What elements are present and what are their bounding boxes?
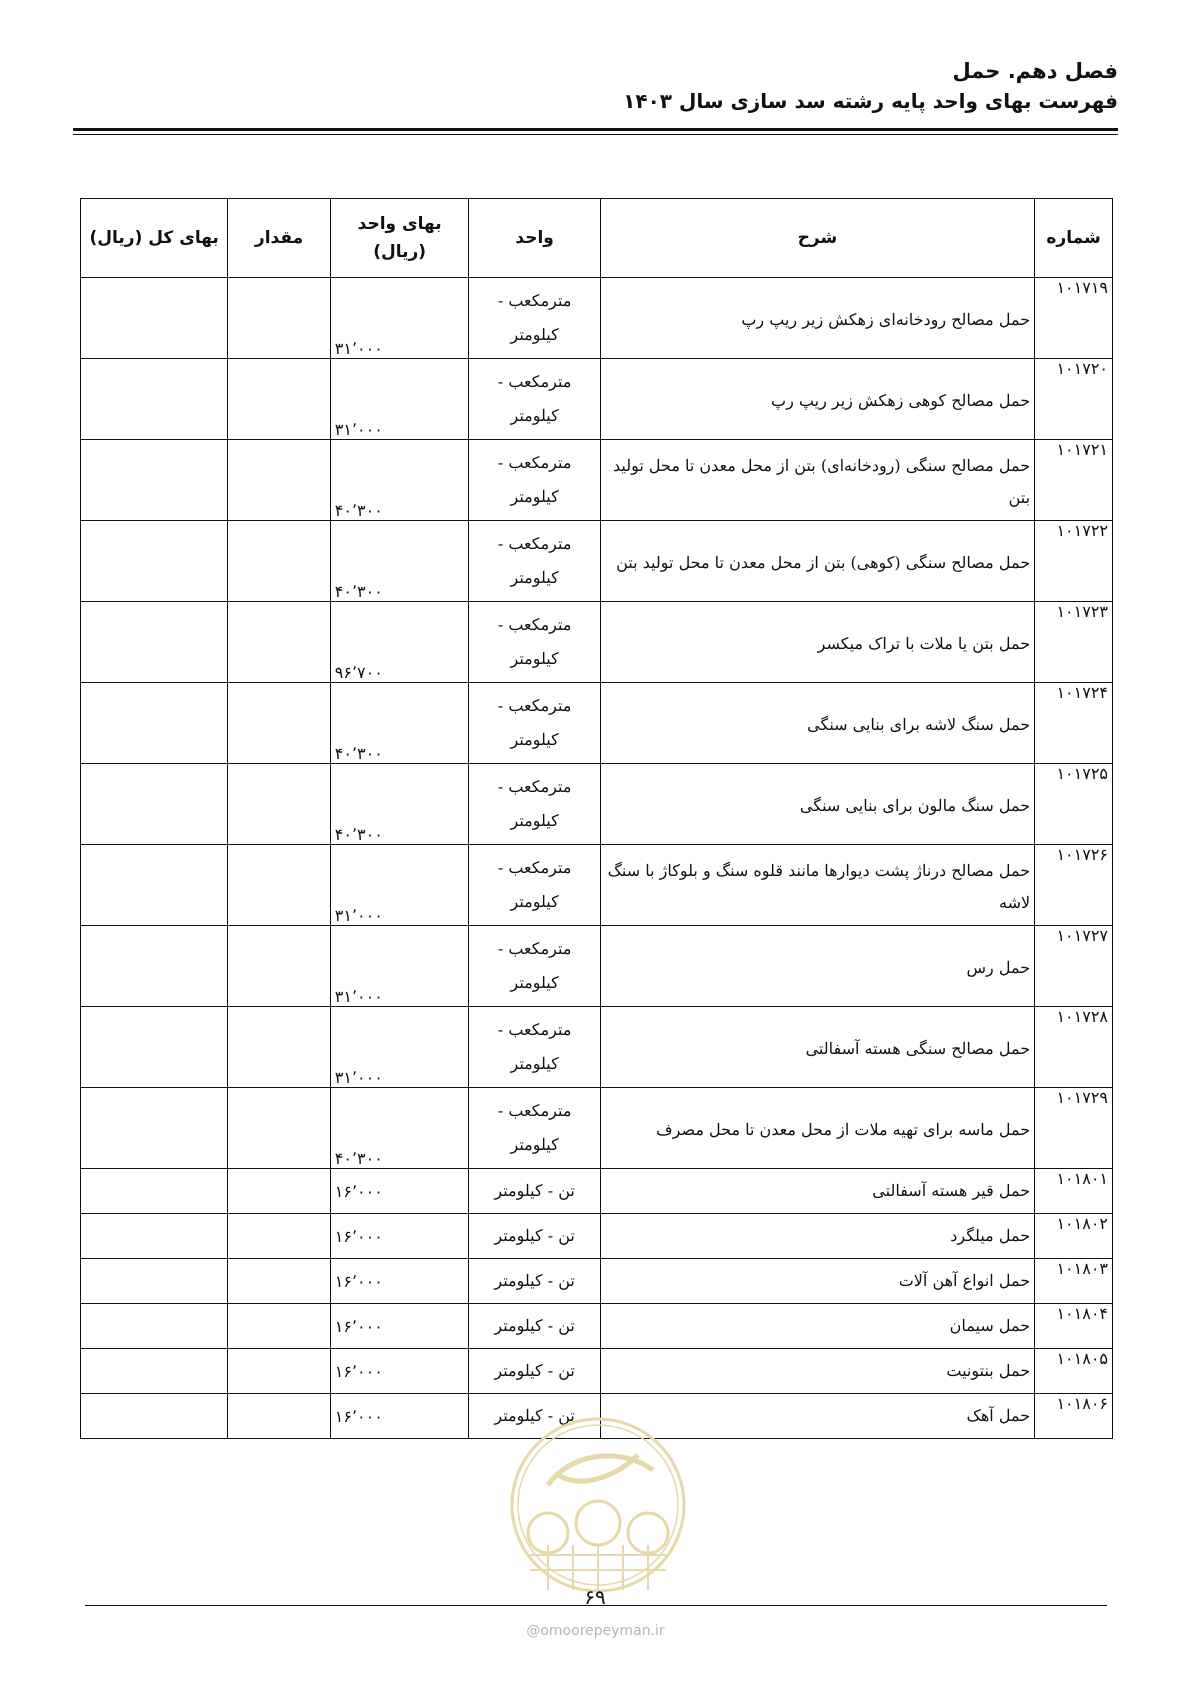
- row-unit-price: ۱۶٬۰۰۰: [330, 1259, 469, 1304]
- row-total: [81, 845, 228, 926]
- row-unit-line2: کیلومتر: [510, 325, 559, 344]
- header-code: شماره: [1035, 199, 1113, 278]
- row-unit-line2: کیلومتر: [510, 568, 559, 587]
- row-code: ۱۰۱۷۲۴: [1035, 683, 1113, 764]
- table-row: [81, 1088, 1113, 1169]
- header-quantity: مقدار: [228, 199, 330, 278]
- row-description: حمل انواع آهن آلات: [600, 1259, 1034, 1304]
- row-unit-line1: مترمکعب -: [497, 1020, 572, 1039]
- row-unit: [469, 278, 600, 359]
- chapter-title: فصل دهم. حمل: [952, 59, 1118, 83]
- row-unit: [469, 845, 600, 926]
- row-description: حمل مصالح کوهی زهکش زیر ریپ رپ: [600, 359, 1034, 440]
- row-unit: [469, 521, 600, 602]
- header-total-price: بهای کل (ریال): [81, 199, 228, 278]
- table-row: [81, 1349, 1113, 1394]
- row-code: ۱۰۱۷۲۲: [1035, 521, 1113, 602]
- row-total: [81, 602, 228, 683]
- table-row: [81, 1214, 1113, 1259]
- row-unit-line2: کیلومتر: [510, 892, 559, 911]
- row-description: حمل آهک: [600, 1394, 1034, 1439]
- row-unit-price: ۱۶٬۰۰۰: [330, 1169, 469, 1214]
- row-unit-line2: کیلومتر: [510, 406, 559, 425]
- row-unit-price: ۹۶٬۷۰۰: [330, 602, 469, 683]
- row-description: حمل سیمان: [600, 1304, 1034, 1349]
- row-total: [81, 1088, 228, 1169]
- row-description: حمل بنتونیت: [600, 1349, 1034, 1394]
- page-number: ۶۹: [584, 1585, 606, 1609]
- row-unit: تن - کیلومتر: [469, 1169, 600, 1214]
- row-quantity: [228, 764, 330, 845]
- table-row: [81, 1304, 1113, 1349]
- row-unit: [469, 683, 600, 764]
- row-unit-line2: کیلومتر: [510, 1054, 559, 1073]
- row-unit: تن - کیلومتر: [469, 1259, 600, 1304]
- page-header: [623, 56, 1118, 116]
- table-row: [81, 1007, 1113, 1088]
- row-total: [81, 1259, 228, 1304]
- row-unit: تن - کیلومتر: [469, 1214, 600, 1259]
- row-code: ۱۰۱۸۰۲: [1035, 1214, 1113, 1259]
- row-unit-line2: کیلومتر: [510, 649, 559, 668]
- header-rule-thick: [73, 128, 1118, 131]
- row-description: حمل سنگ لاشه برای بنایی سنگی: [600, 683, 1034, 764]
- row-total: [81, 1304, 228, 1349]
- row-unit: تن - کیلومتر: [469, 1349, 600, 1394]
- row-unit-line1: مترمکعب -: [497, 615, 572, 634]
- row-quantity: [228, 278, 330, 359]
- row-unit-line2: کیلومتر: [510, 811, 559, 830]
- row-total: [81, 1214, 228, 1259]
- row-unit-price: ۴۰٬۳۰۰: [330, 521, 469, 602]
- website-watermark: @omoorepeyman.ir: [526, 1623, 665, 1639]
- row-unit-price: ۱۶٬۰۰۰: [330, 1214, 469, 1259]
- header-rule-thin: [73, 134, 1118, 135]
- table-header-row: [81, 199, 1113, 278]
- row-total: [81, 1169, 228, 1214]
- row-total: [81, 764, 228, 845]
- header-unit-price: [330, 199, 469, 278]
- row-unit-line1: مترمکعب -: [497, 777, 572, 796]
- row-description: حمل بتن یا ملات با تراک میکسر: [600, 602, 1034, 683]
- row-quantity: [228, 521, 330, 602]
- row-unit-line1: مترمکعب -: [497, 696, 572, 715]
- row-description: حمل مصالح سنگی هسته آسفالتی: [600, 1007, 1034, 1088]
- row-unit-line1: مترمکعب -: [497, 372, 572, 391]
- row-unit-line1: مترمکعب -: [497, 939, 572, 958]
- row-quantity: [228, 1349, 330, 1394]
- row-code: ۱۰۱۷۲۹: [1035, 1088, 1113, 1169]
- row-unit: [469, 359, 600, 440]
- row-code: ۱۰۱۸۰۵: [1035, 1349, 1113, 1394]
- row-quantity: [228, 1259, 330, 1304]
- row-quantity: [228, 1304, 330, 1349]
- header-unit-price-label: بهای واحد: [357, 214, 442, 234]
- row-unit-line1: مترمکعب -: [497, 858, 572, 877]
- row-unit: [469, 926, 600, 1007]
- row-total: [81, 440, 228, 521]
- row-unit-price: ۱۶٬۰۰۰: [330, 1394, 469, 1439]
- row-unit: [469, 1088, 600, 1169]
- row-description: حمل مصالح درناژ پشت دیوارها مانند قلوه سنگ و بلوکاژ با سنگ لاشه: [600, 845, 1034, 926]
- row-unit-line1: مترمکعب -: [497, 1101, 572, 1120]
- row-code: ۱۰۱۸۰۱: [1035, 1169, 1113, 1214]
- row-code: ۱۰۱۸۰۴: [1035, 1304, 1113, 1349]
- row-unit-price: ۴۰٬۳۰۰: [330, 1088, 469, 1169]
- table-row: [81, 845, 1113, 926]
- table-row: [81, 359, 1113, 440]
- row-quantity: [228, 845, 330, 926]
- row-description: حمل قیر هسته آسفالتی: [600, 1169, 1034, 1214]
- row-unit-line2: کیلومتر: [510, 730, 559, 749]
- price-list-table: [80, 198, 1113, 1439]
- row-unit-price: ۴۰٬۳۰۰: [330, 440, 469, 521]
- row-quantity: [228, 602, 330, 683]
- row-quantity: [228, 1394, 330, 1439]
- row-description: حمل رس: [600, 926, 1034, 1007]
- row-description: حمل میلگرد: [600, 1214, 1034, 1259]
- row-quantity: [228, 440, 330, 521]
- watermark-logo-icon: [508, 1415, 688, 1595]
- row-code: ۱۰۱۷۲۰: [1035, 359, 1113, 440]
- table-row: [81, 278, 1113, 359]
- row-unit-line1: مترمکعب -: [497, 453, 572, 472]
- row-quantity: [228, 1007, 330, 1088]
- row-unit-line2: کیلومتر: [510, 487, 559, 506]
- row-unit-price: ۳۱٬۰۰۰: [330, 845, 469, 926]
- document-subtitle: فهرست بهای واحد پایه رشته سد سازی سال ۱۴۰۳: [623, 89, 1118, 113]
- row-unit-price: ۳۱٬۰۰۰: [330, 1007, 469, 1088]
- row-code: ۱۰۱۸۰۶: [1035, 1394, 1113, 1439]
- row-quantity: [228, 1214, 330, 1259]
- table-row: [81, 926, 1113, 1007]
- row-code: ۱۰۱۷۱۹: [1035, 278, 1113, 359]
- row-description: حمل مصالح سنگی (کوهی) بتن از محل معدن تا محل تولید بتن: [600, 521, 1034, 602]
- table-row: [81, 764, 1113, 845]
- header-description: شرح: [600, 199, 1034, 278]
- row-unit-price: ۳۱٬۰۰۰: [330, 926, 469, 1007]
- row-description: حمل سنگ مالون برای بنایی سنگی: [600, 764, 1034, 845]
- row-unit: [469, 602, 600, 683]
- row-unit: [469, 764, 600, 845]
- row-unit: تن - کیلومتر: [469, 1304, 600, 1349]
- row-description: حمل ماسه برای تهیه ملات از محل معدن تا محل مصرف: [600, 1088, 1034, 1169]
- table-row: [81, 1259, 1113, 1304]
- row-unit-price: ۱۶٬۰۰۰: [330, 1349, 469, 1394]
- table-row: [81, 521, 1113, 602]
- row-unit-line1: مترمکعب -: [497, 534, 572, 553]
- row-unit: تن - کیلومتر: [469, 1394, 600, 1439]
- row-unit-price: ۴۰٬۳۰۰: [330, 764, 469, 845]
- row-code: ۱۰۱۷۲۵: [1035, 764, 1113, 845]
- row-code: ۱۰۱۷۲۸: [1035, 1007, 1113, 1088]
- table-row: [81, 1169, 1113, 1214]
- row-quantity: [228, 359, 330, 440]
- row-total: [81, 926, 228, 1007]
- row-code: ۱۰۱۷۲۷: [1035, 926, 1113, 1007]
- row-unit-line2: کیلومتر: [510, 973, 559, 992]
- row-total: [81, 359, 228, 440]
- row-quantity: [228, 683, 330, 764]
- row-quantity: [228, 926, 330, 1007]
- row-total: [81, 278, 228, 359]
- row-unit-line2: کیلومتر: [510, 1135, 559, 1154]
- header-unit: واحد: [469, 199, 600, 278]
- row-total: [81, 1007, 228, 1088]
- row-quantity: [228, 1088, 330, 1169]
- table-row: [81, 683, 1113, 764]
- row-code: ۱۰۱۷۲۳: [1035, 602, 1113, 683]
- row-total: [81, 1349, 228, 1394]
- row-total: [81, 683, 228, 764]
- row-description: حمل مصالح سنگی (رودخانه‌ای) بتن از محل معدن تا محل تولید بتن: [600, 440, 1034, 521]
- row-unit: [469, 440, 600, 521]
- table-row: [81, 602, 1113, 683]
- row-description: حمل مصالح رودخانه‌ای زهکش زیر ریپ رپ: [600, 278, 1034, 359]
- row-total: [81, 1394, 228, 1439]
- row-unit: [469, 1007, 600, 1088]
- header-unit-price-currency: (ریال): [373, 242, 427, 262]
- row-code: ۱۰۱۸۰۳: [1035, 1259, 1113, 1304]
- row-code: ۱۰۱۷۲۶: [1035, 845, 1113, 926]
- row-unit-price: ۱۶٬۰۰۰: [330, 1304, 469, 1349]
- row-quantity: [228, 1169, 330, 1214]
- row-total: [81, 521, 228, 602]
- row-unit-price: ۳۱٬۰۰۰: [330, 278, 469, 359]
- row-unit-line1: مترمکعب -: [497, 291, 572, 310]
- table-row: [81, 440, 1113, 521]
- row-code: ۱۰۱۷۲۱: [1035, 440, 1113, 521]
- row-unit-price: ۳۱٬۰۰۰: [330, 359, 469, 440]
- row-unit-price: ۴۰٬۳۰۰: [330, 683, 469, 764]
